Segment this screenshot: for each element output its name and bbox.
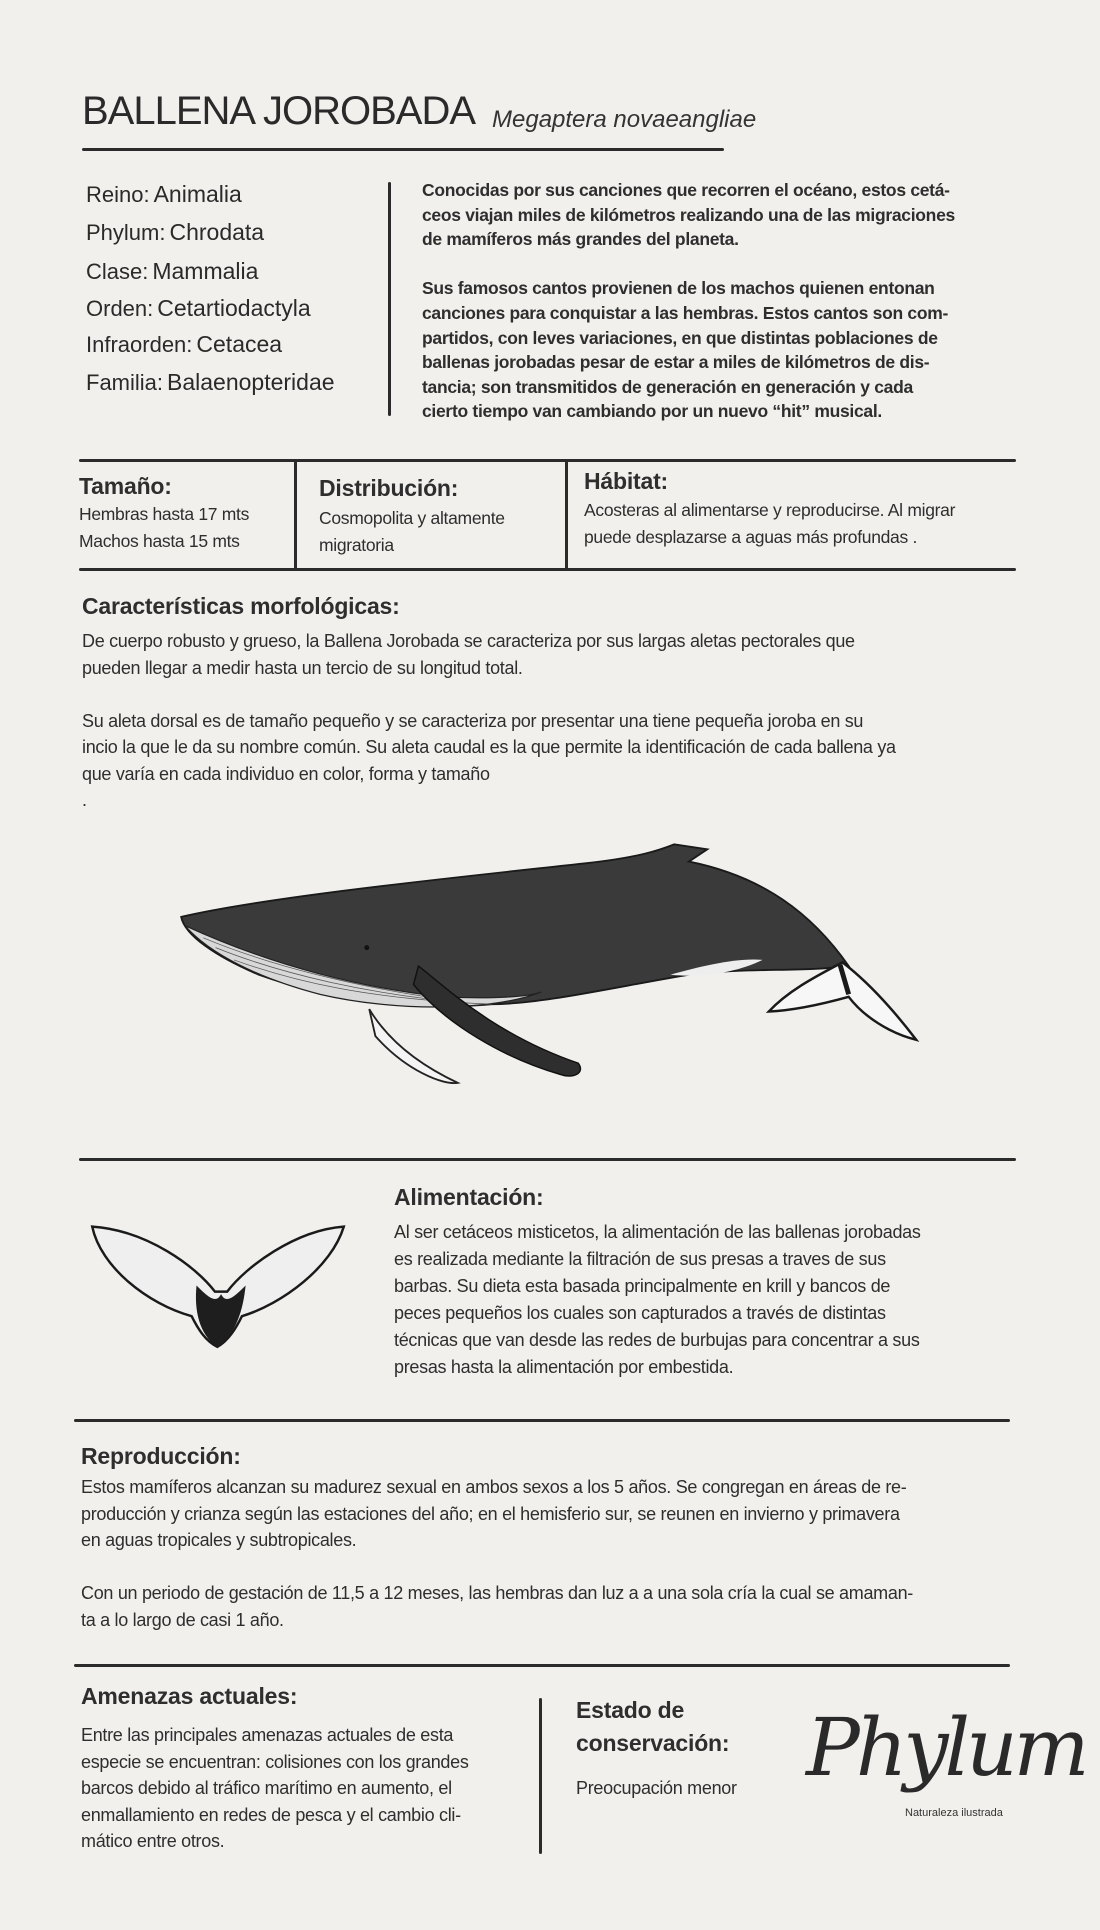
threats-line: barcos debido al tráfico marítimo en aumento, el [81,1778,452,1799]
taxonomy-item [86,218,264,247]
taxonomy-item [86,180,242,209]
description [422,178,955,424]
divider [565,461,568,569]
feeding-line: peces pequeños los cuales son capturados a través de distintas [394,1303,886,1323]
distribution-line: Cosmopolita y altamente [319,508,505,528]
divider [388,182,391,416]
reproduction-line: en aguas tropicales y subtropicales. [81,1530,357,1550]
morphology-line [82,681,896,708]
habitat-title: Hábitat: [584,468,669,494]
logo-tagline: Naturaleza ilustrada [905,1807,1003,1819]
feeding-line: es realizada mediante la filtración de sus presas a traves de sus [394,1249,886,1269]
taxonomy-rank: Familia: [86,370,164,395]
reproduction-title: Reproducción: [81,1443,241,1469]
table-top-rule [79,459,1016,462]
distribution-line: migratoria [319,535,394,555]
morphology-line: De cuerpo robusto y grueso, la Ballena Jorobada se caracteriza por sus largas aletas pectorales que [82,631,855,651]
reproduction-line: Estos mamíferos alcanzan su madurez sexual en ambos sexos a los 5 años. Se congregan en áreas de re- [81,1477,907,1497]
section-rule [79,1158,1016,1161]
habitat-line: puede desplazarse a aguas más profundas . [584,527,918,547]
section-rule [74,1664,1010,1667]
feeding-title: Alimentación: [394,1184,544,1210]
threats-line: especie se encuentran: colisiones con los grandes [81,1751,469,1772]
morphology-text [82,628,896,814]
feeding-line: técnicas que van desde las redes de burbujas para concentrar a sus [394,1330,920,1350]
conservation-title-line: conservación: [576,1730,730,1756]
section-rule [74,1419,1010,1422]
description-line: tancia; son transmitidos de generación en generación y cada [422,376,913,397]
distribution-text [319,505,505,559]
taxonomy-value: Chrodata [169,219,265,245]
taxonomy-item [86,368,335,397]
morphology-line: Su aleta dorsal es de tamaño pequeño y se caracteriza por presentar una tiene pequeña joroba en su [82,710,864,731]
feeding-text [394,1219,921,1381]
conservation-title [576,1694,729,1760]
taxonomy-item [86,257,258,286]
taxonomy-rank: Phylum: [86,220,166,245]
size-line: Machos hasta 15 mts [79,531,240,551]
habitat-line: Acosteras al alimentarse y reproducirse. Al migrar [584,500,956,520]
morphology-line: incio la que le da su nombre común. Su aleta caudal es la que permite la identificación de cada ballena ya [82,737,896,757]
description-line [422,252,955,277]
description-line: cierto tiempo van cambiando por un nuevo “hit” musical. [422,401,882,422]
table-bottom-rule [79,568,1016,571]
threats-line: mático entre otros. [81,1831,225,1852]
description-line: partidos, con leves variaciones, en que distintas poblaciones de [422,327,938,348]
taxonomy-value: Mammalia [152,258,259,284]
threats-line: enmallamiento en redes de pesca y el cambio cli- [81,1804,461,1825]
taxonomy-value: Balaenopteridae [167,369,335,395]
taxonomy-rank: Orden: [86,296,154,321]
reproduction-line [81,1554,913,1581]
feeding-line: barbas. Su dieta esta basada principalmente en krill y bancos de [394,1276,891,1296]
humpback-whale-illustration [172,837,923,1089]
size-line: Hembras hasta 17 mts [79,504,250,524]
description-line: ceos viajan miles de kilómetros realizando una de las migraciones [422,204,955,225]
morphology-line: pueden llegar a medir hasta un tercio de su longitud total. [82,657,523,678]
description-line: Sus famosos cantos provienen de los machos quienen entonan [422,278,935,299]
title-underline [82,148,724,151]
threats-line: Entre las principales amenazas actuales de esta [81,1725,454,1745]
description-line: ballenas jorobadas pesar de estar a miles de kilómetros de dis- [422,352,930,373]
taxonomy-rank: Reino: [86,182,150,207]
feeding-line: presas hasta la alimentación por embestida. [394,1357,734,1377]
size-text [79,501,249,555]
description-line: canciones para conquistar a las hembras. Estos cantos son com- [422,302,949,323]
reproduction-text [81,1474,913,1633]
conservation-status: Preocupación menor [576,1778,737,1798]
morphology-line: que varía en cada individuo en color, forma y tamaño [82,763,490,784]
scientific-name: Megaptera novaeangliae [492,106,757,133]
taxonomy-value: Cetartiodactyla [157,295,311,321]
size-title: Tamaño: [79,473,172,499]
taxonomy-item [86,330,282,359]
habitat-text [584,497,955,551]
morphology-line: . [82,790,87,810]
divider [294,461,297,569]
feeding-line: Al ser cetáceos misticetos, la alimentación de las ballenas jorobadas [394,1222,921,1242]
taxonomy-item [86,294,311,323]
whale-tail-illustration [86,1218,350,1353]
reproduction-line: ta a lo largo de casi 1 año. [81,1609,284,1630]
distribution-title: Distribución: [319,475,459,501]
divider [539,1698,542,1854]
threats-text [81,1722,469,1855]
taxonomy-rank: Clase: [86,259,149,284]
description-line: Conocidas por sus canciones que recorren el océano, estos cetá- [422,180,950,200]
morphology-title: Características morfológicas: [82,593,400,619]
taxonomy-value: Cetacea [196,331,283,357]
phylum-logo: Phylum [806,1701,1086,1794]
reproduction-line: Con un periodo de gestación de 11,5 a 12 meses, las hembras dan luz a a una sola cría la cual se amaman- [81,1583,913,1603]
taxonomy-rank: Infraorden: [86,332,193,357]
threats-title: Amenazas actuales: [81,1683,298,1709]
page-title: BALLENA JOROBADA [82,89,476,133]
description-line: de mamíferos más grandes del planeta. [422,229,739,250]
conservation-title-line: Estado de [576,1697,685,1723]
reproduction-line: producción y crianza según las estaciones del año; en el hemisferio sur, se reunen en invierno y primavera [81,1503,900,1524]
taxonomy-value: Animalia [153,181,242,207]
